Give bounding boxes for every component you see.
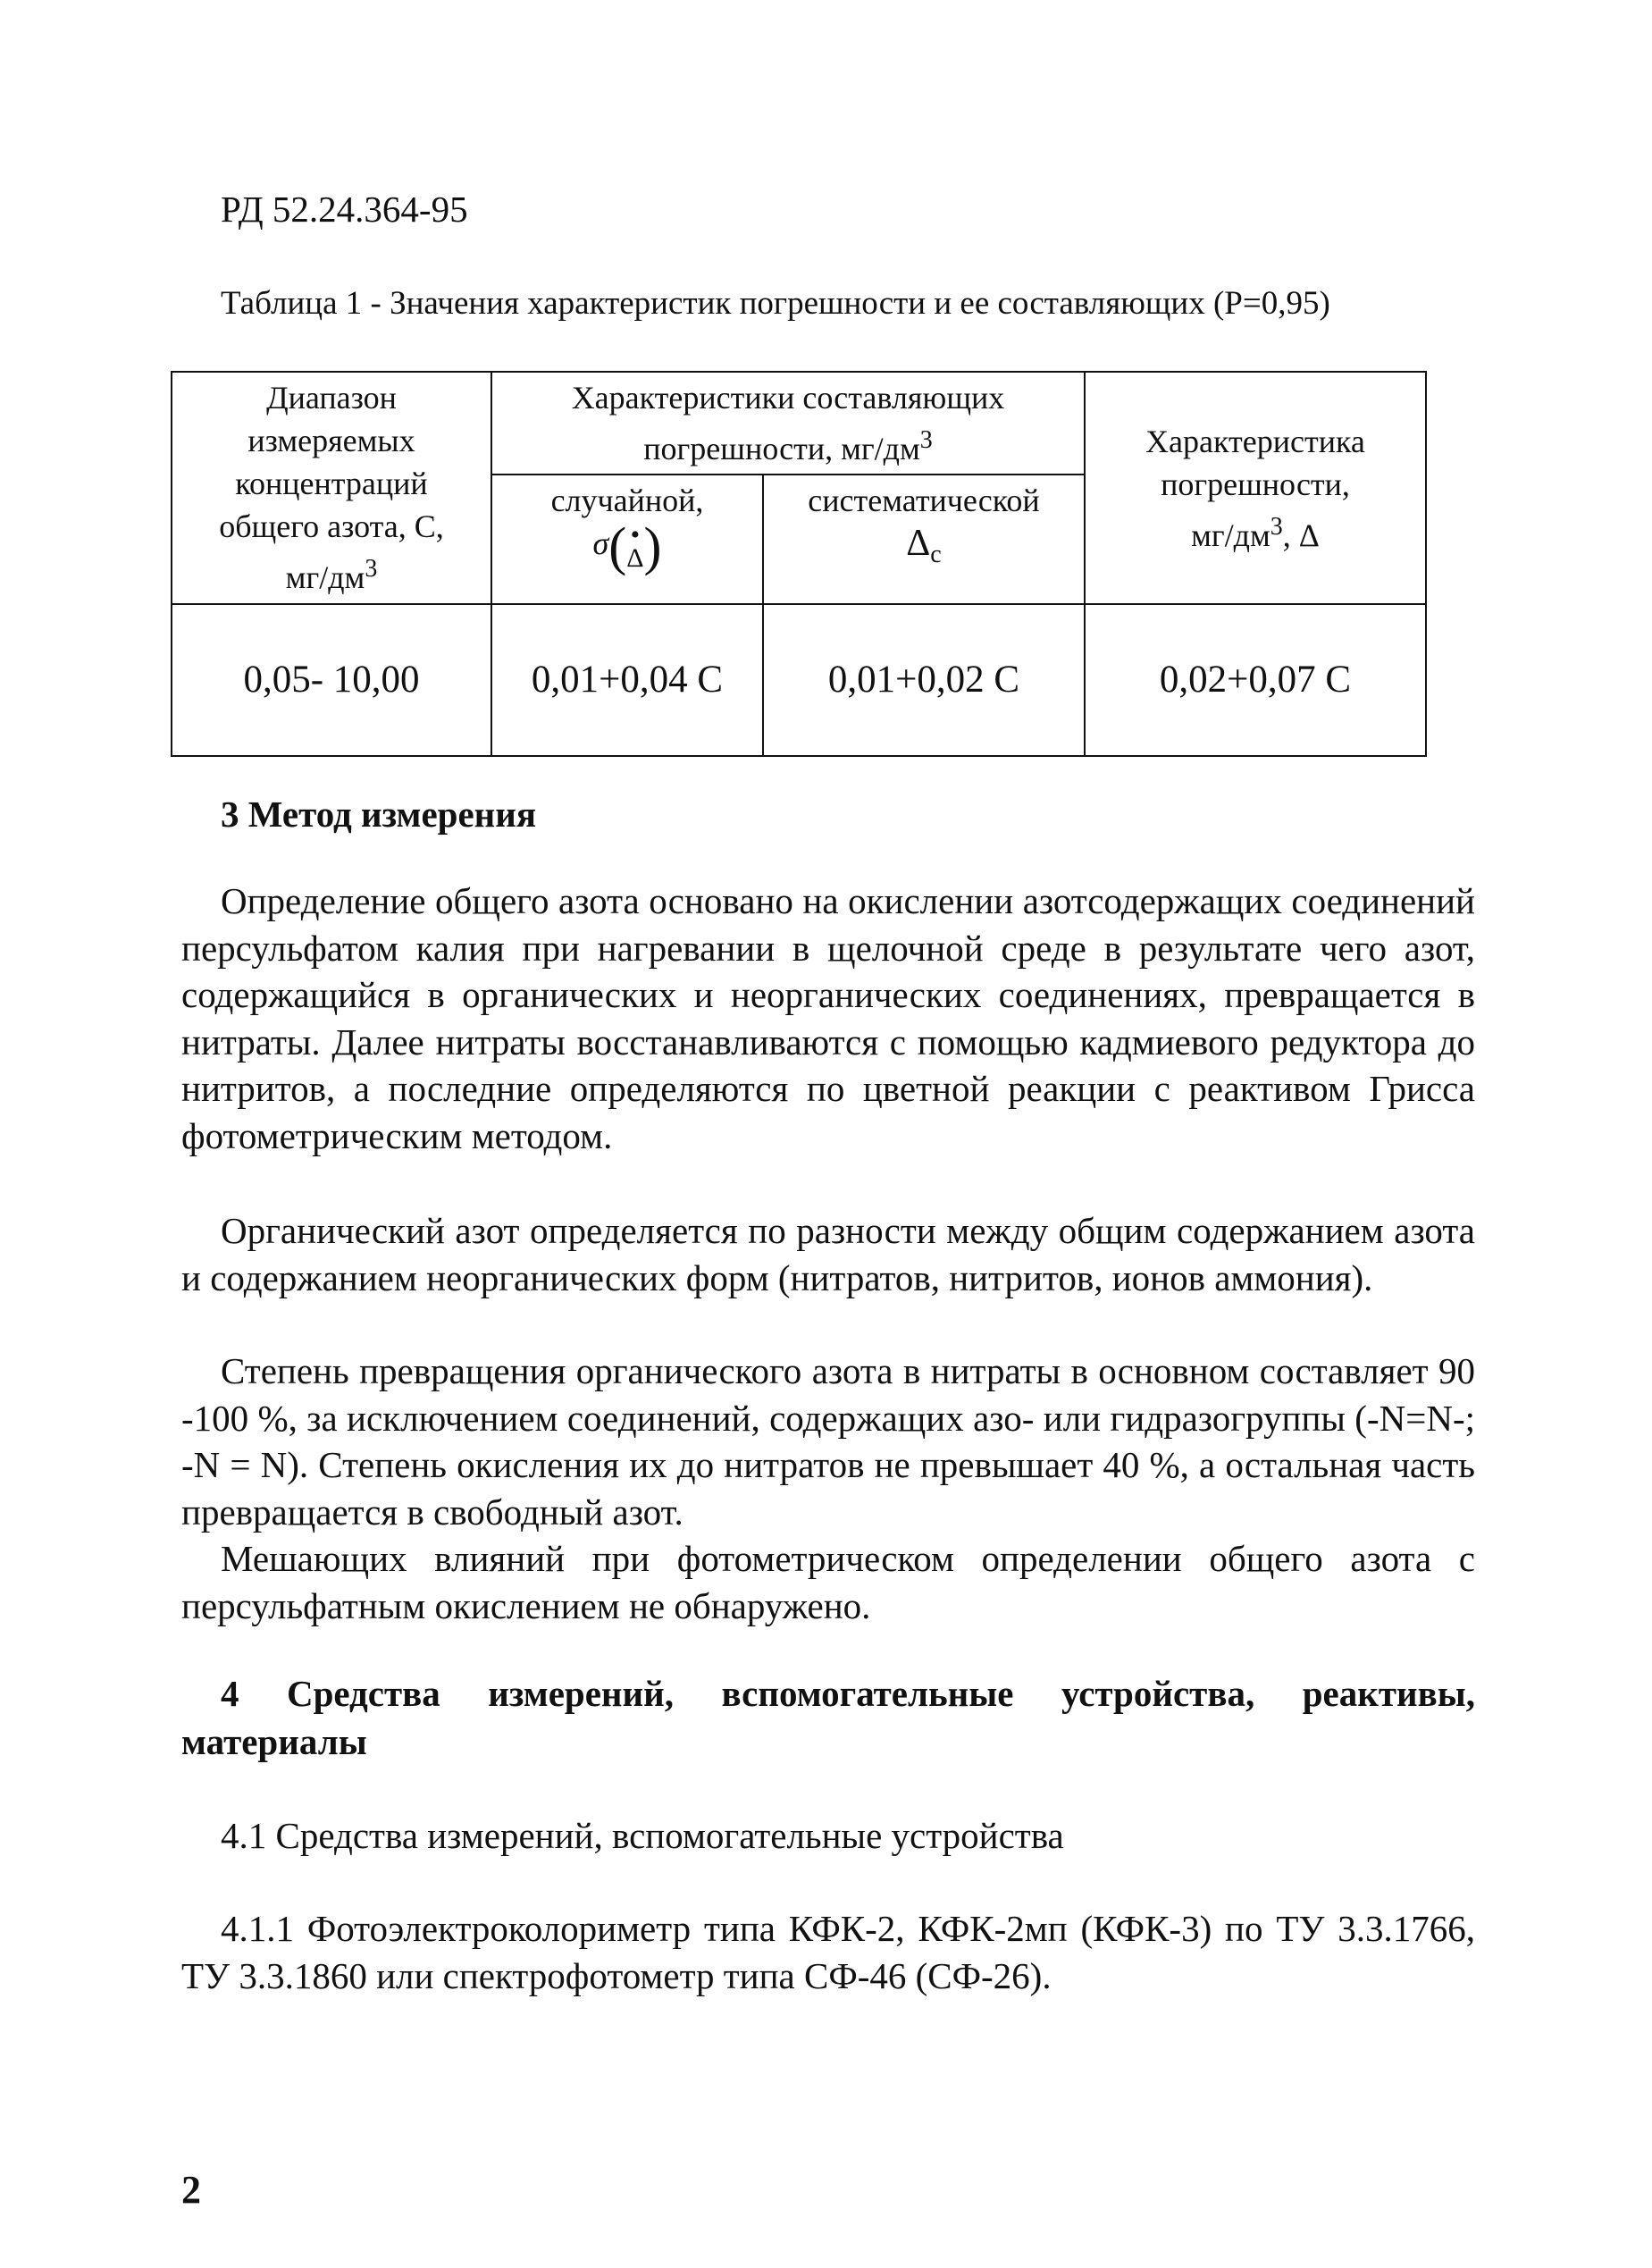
header-random: случайной, σ( • Δ) [491,475,763,604]
paragraph-4-1-1: 4.1.1 Фотоэлектроколориметр типа КФК-2, КФК-2мп (КФК-3) по ТУ 3.3.1766, ТУ 3.3.1860 или спектрофотометр типа СФ-46 (СФ-26). [181,1908,1475,1996]
document-number: РД 52.24.364-95 [221,189,468,230]
section-3-paragraph-1: Определение общего азота основано на окислении азотсодержащих соединений персульфатом калия при нагревании в щелочной среде в результате чего азот, содержащийся в органических и неорганических соединениях, превращается в нитраты. Далее нитраты восстанавливаются с помощью кадмиевого редуктора до нитритов, а последние определяются по цветной реакции с реактивом Грисса фотометрическим методом. [181,880,1475,1156]
header-error: Характеристика погрешности, $мг/дм^3$, Δ [1085,372,1426,604]
cell-random: 0,01+0,04 С [491,604,763,756]
section-3-title: 3 Метод измерения [221,794,537,835]
section-3-paragraph-2: Органический азот определяется по разности между общим содержанием азота и содержанием неорганических форм (нитратов, нитритов, ионов аммония). [181,1210,1475,1298]
header-components: Характеристики составляющих погрешности, $мг/дм^3$ [491,372,1085,475]
error-characteristics-table [171,371,1427,757]
header-systematic: систематической $\Delta_c$ [763,475,1085,604]
table-caption: Таблица 1 - Значения характеристик погрешности и ее составляющих (P=0,95) [221,285,1330,322]
cell-range: 0,05- 10,00 [172,604,491,756]
header-range: Диапазон измеряемых концентраций общего азота, С, $мг/дм^3$ [172,372,491,604]
page-number: 2 [181,2168,201,2212]
subsection-4-1-title: 4.1 Средства измерений, вспомогательные устройства [221,1815,1064,1856]
cell-systematic: 0,01+0,02 С [763,604,1085,756]
section-4-title: 4 Средства измерений, вспомогательные устройства, реактивы, материалы [181,1673,1475,1762]
section-3-paragraph-4: Мешающих влияний при фотометрическом определении общего азота с персульфатным окислением не обнаружено. [181,1538,1475,1626]
cell-error: 0,02+0,07 С [1085,604,1426,756]
section-3-paragraph-3: Степень превращения органического азота в нитраты в основном составляет 90 -100 %, за исключением соединений, содержащих азо- или гидразогруппы (-N=N-; -N = N). Степень окисления их до нитратов не превышает 40 %, а остальная часть превращается в свободный азот. [181,1350,1475,1533]
